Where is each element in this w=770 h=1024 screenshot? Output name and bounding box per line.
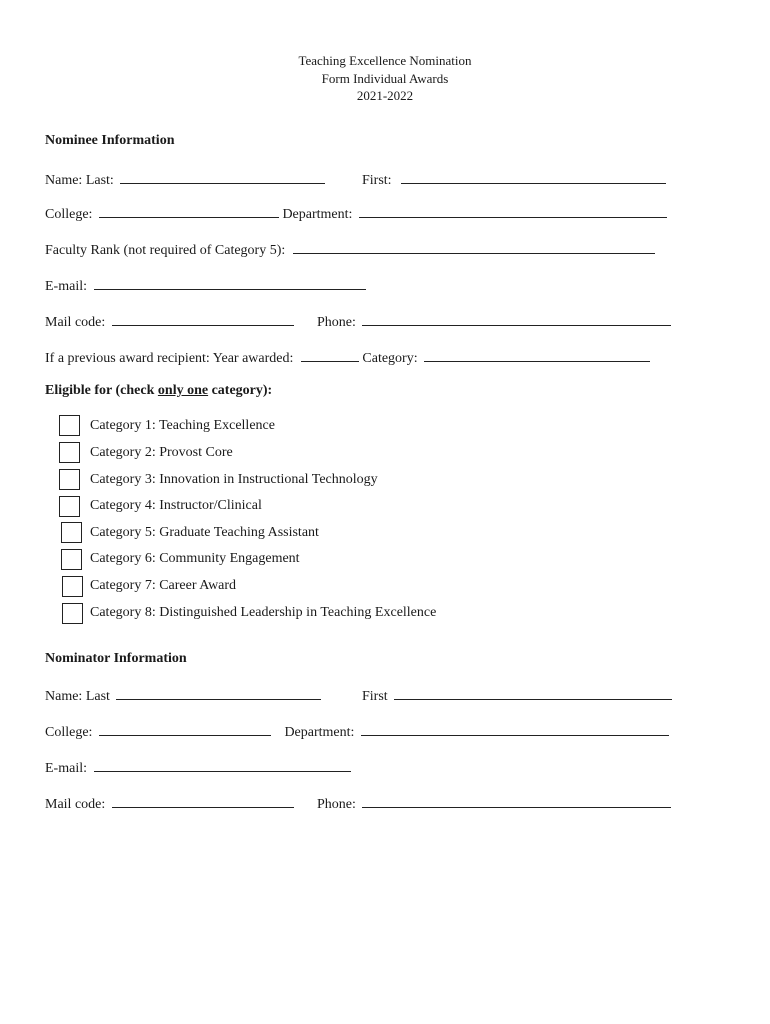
- nominee-prev-award-label: If a previous award recipient: Year awarded:: [45, 351, 294, 366]
- nominee-college-label: College:: [45, 207, 93, 222]
- nominator-phone-field[interactable]: [362, 794, 671, 808]
- nominator-mail-code-field[interactable]: [112, 794, 294, 808]
- nominator-email-row: [45, 758, 351, 777]
- nominator-name-last-label: Name: Last: [45, 689, 110, 704]
- nominee-email-field[interactable]: [94, 276, 366, 290]
- category-2-checkbox[interactable]: [59, 442, 80, 463]
- nominator-first-row: [362, 686, 672, 705]
- nominator-college-field[interactable]: [99, 722, 271, 736]
- category-5-checkbox[interactable]: [61, 522, 82, 543]
- nominee-phone-field[interactable]: [362, 312, 671, 326]
- nominator-email-field[interactable]: [94, 758, 351, 772]
- nominee-prev-award-row: [45, 348, 650, 367]
- nominee-faculty-rank-field[interactable]: [293, 240, 655, 254]
- nominee-category-field[interactable]: [424, 348, 650, 362]
- nominee-department-label: Department:: [282, 207, 353, 222]
- nominee-mail-code-label: Mail code:: [45, 315, 106, 330]
- nominee-mail-code-row: [45, 312, 294, 331]
- nominee-category-label: Category:: [362, 351, 418, 366]
- nominator-email-label: E-mail:: [45, 761, 87, 776]
- nominee-email-label: E-mail:: [45, 279, 87, 294]
- nominee-department-field[interactable]: [359, 204, 667, 218]
- nominee-college-field[interactable]: [99, 204, 279, 218]
- nominator-phone-label: Phone:: [317, 797, 356, 812]
- nominator-college-row: [45, 722, 669, 741]
- nominee-faculty-rank-label: Faculty Rank (not required of Category 5):: [45, 243, 286, 258]
- nominator-department-label: Department:: [284, 725, 355, 740]
- nominee-mail-code-field[interactable]: [112, 312, 294, 326]
- nominator-college-label: College:: [45, 725, 93, 740]
- category-1-checkbox[interactable]: [59, 415, 80, 436]
- eligible-suffix: category):: [208, 383, 273, 398]
- nominee-first-name-field[interactable]: [401, 170, 666, 184]
- nominee-first-label: First:: [362, 173, 392, 188]
- nominee-faculty-rank-row: [45, 240, 655, 259]
- category-4-label: Category 4: Instructor/Clinical: [90, 498, 262, 513]
- category-1-label: Category 1: Teaching Excellence: [90, 418, 275, 433]
- category-6-checkbox[interactable]: [61, 549, 82, 570]
- nominee-college-row: [45, 204, 667, 223]
- category-4-checkbox[interactable]: [59, 496, 80, 517]
- nominator-name-last-row: [45, 686, 321, 705]
- nominee-phone-label: Phone:: [317, 315, 356, 330]
- category-7-checkbox[interactable]: [62, 576, 83, 597]
- category-6-label: Category 6: Community Engagement: [90, 551, 300, 566]
- nominee-heading: Nominee Information: [45, 133, 175, 148]
- category-5-label: Category 5: Graduate Teaching Assistant: [90, 525, 319, 540]
- nominee-year-awarded-field[interactable]: [301, 348, 359, 362]
- nominator-last-name-field[interactable]: [116, 686, 321, 700]
- nominator-department-field[interactable]: [361, 722, 669, 736]
- nominee-last-name-field[interactable]: [120, 170, 325, 184]
- category-8-checkbox[interactable]: [62, 603, 83, 624]
- nominee-phone-row: [317, 312, 671, 331]
- category-3-label: Category 3: Innovation in Instructional Technology: [90, 472, 378, 487]
- category-7-label: Category 7: Career Award: [90, 578, 237, 593]
- eligible-heading: [45, 383, 272, 399]
- category-3-checkbox[interactable]: [59, 469, 80, 490]
- form-title: [0, 52, 770, 105]
- title-line-2: Form Individual Awards: [321, 70, 449, 86]
- category-8-label: Category 8: Distinguished Leadership in Teaching Excellence: [90, 605, 437, 620]
- title-line-3: 2021-2022: [356, 88, 414, 103]
- nominee-first-row: [362, 170, 666, 189]
- nominator-mail-code-row: [45, 794, 294, 813]
- nominee-name-last-label: Name: Last:: [45, 173, 114, 188]
- nominator-heading: Nominator Information: [45, 651, 187, 666]
- category-2-label: Category 2: Provost Core: [90, 445, 233, 460]
- eligible-emphasis: only one: [157, 383, 209, 398]
- nominee-name-last-row: [45, 170, 325, 189]
- nominator-first-label: First: [362, 689, 388, 704]
- nominator-first-name-field[interactable]: [394, 686, 672, 700]
- eligible-prefix: Eligible for (check: [45, 383, 158, 398]
- title-line-1: Teaching Excellence Nomination: [298, 53, 472, 68]
- nominator-phone-row: [317, 794, 671, 813]
- nominee-email-row: [45, 276, 366, 295]
- nominator-mail-code-label: Mail code:: [45, 797, 106, 812]
